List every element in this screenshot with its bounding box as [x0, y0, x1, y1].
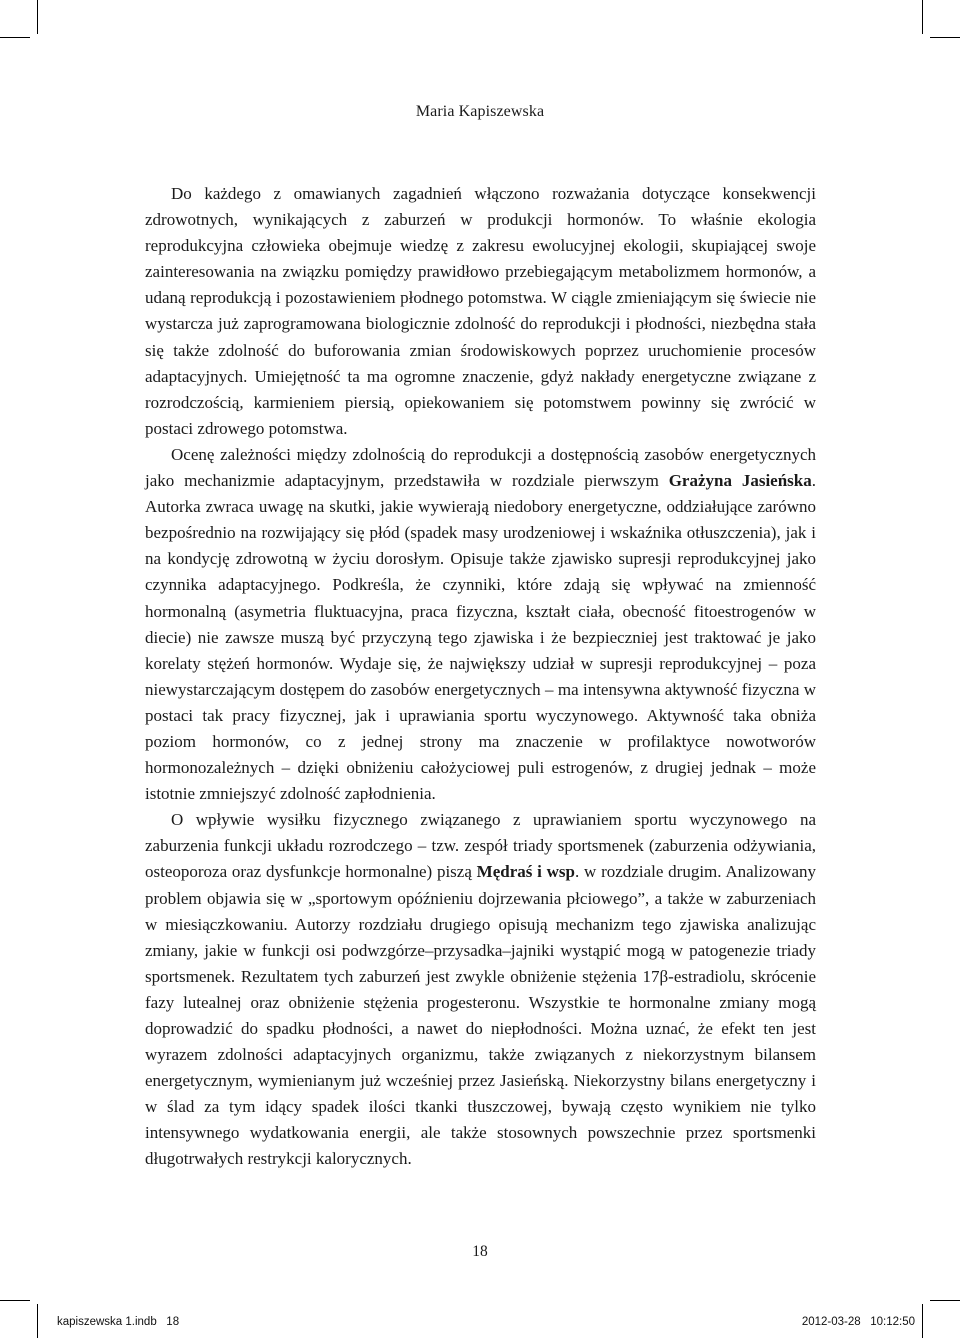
paragraph-text: . w rozdziale drugim. Analizowany problem objawia się w „sportowym opóźnieniu dojrzewania płciowego”, a także w zaburzeniach w miesiączkowaniu. Autorzy rozdziału drugiego opisują mechanizm tego zjawiska analizując zmiany, jakie w funkcji osi podwzgórze–przysadka–jajniki wystąpić mogą w patogenezie triady sportsmenek. Rezultatem tych zaburzeń jest zwykle obniżenie stężenia 17β-estradiolu, skrócenie fazy lutealnej oraz obniżenie stężenia progesteronu. Wszystkie te hormonalne zmiany mogą doprowadzić do spadku płodności, a nawet do niepłodności. Można uznać, że efekt ten jest wyrazem zdolności adaptacyjnych organizmu, także związanych z niekorzystnym bilansem energetycznym, wymienianym już wcześniej przez Jasieńską. Niekorzystny bilans energetyczny i w ślad za tym idący spadek ilości tkanki tłuszczowej, bywają często wynikiem nie tylko intensywnego wydatkowania energii, ale także stosownych powszechnie przez sportsmenki długotrwałych restrykcji kalorycznych.: [145, 862, 817, 1169]
body-text: [145, 181, 816, 1173]
crop-mark-bottom-left: [37, 1304, 38, 1338]
paragraph-2: [145, 442, 816, 807]
slug-file-name: kapiszewska 1.indb 18: [57, 1316, 180, 1328]
crop-mark-right-bottom: [930, 1300, 960, 1301]
paragraph-1: [145, 181, 816, 442]
paragraph-text: . Autorka zwraca uwagę na skutki, jakie wywierają niedobory energetyczne, oddziałujące zarówno bezpośrednio na rozwijający się płód (spadek masy urodzeniowej i wskaźnika otłuszczenia), jak i na kondycję zdrowotną w życiu dorosłym. Opisuje także zjawisko supresji reprodukcyjnej jako czynnika adaptacyjnego. Podkreśla, że czynniki, które zdają się wpływać na zmienność hormonalną (asymetria fluktuacyjna, praca fizyczna, kształt ciała, obecność fitoestrogenów w diecie) nie zawsze muszą być przyczyną tego zjawiska i że bezpieczniej jest traktować je jako korelaty stężeń hormonów. Wydaje się, że największy udział w supresji reprodukcyjnej – poza niewystarczającym dostępem do zasobów energetycznych – ma intensywna aktywność fizyczna w postaci tak pracy fizycznej, jak i uprawiania sportu wyczynowego. Aktywność taka obniża poziom hormonów, co z jednej strony ma znaczenie w profilaktyce nowotworów hormonozależnych – dzięki obniżeniu całożyciowej puli estrogenów, z drugiej jednak – może istotnie zmniejszyć zdolność zapłodnienia.: [145, 471, 816, 804]
crop-mark-bottom-right: [922, 1304, 923, 1338]
crop-mark-top-left: [37, 0, 38, 34]
slug-timestamp: 2012-03-28 10:12:50: [801, 1316, 915, 1328]
crop-mark-left-bottom: [0, 1300, 30, 1301]
page-number: 18: [472, 1243, 488, 1260]
paragraph-3: [145, 807, 816, 1172]
paragraph-text: Do każdego z omawianych zagadnień włączono rozważania dotyczące konsekwencji zdrowotnych, wynikających z zaburzeń w produkcji hormonów. To właśnie ekologia reprodukcyjna człowieka obejmuje wiedzę z zakresu ewolucyjnej ekologii, skupiającej swoje zainteresowania na związku pomiędzy prawidłowo przebiegającym metabolizmem hormonów, a udaną reprodukcją i pozostawieniem płodnego potomstwa. W ciągle zmieniającym się świecie nie wystarcza już zaprogramowana biologicznie zdolność do reprodukcji i płodności, niezbędna stała się także zdolność do buforowania zmian środowiskowych poprzez uruchomienie procesów adaptacyjnych. Umiejętność ta ma ogromne znaczenie, gdyż nakłady energetyczne związane z rozrodczością, karmieniem piersią, opiekowaniem się potomstwem powinny się zwrócić w postaci zdrowego potomstwa.: [145, 184, 816, 438]
running-head: Maria Kapiszewska: [415, 103, 545, 120]
paragraph-text: O wpływie wysiłku fizycznego związanego z uprawianiem sportu wyczynowego na zaburzenia funkcji układu rozrodczego – tzw. zespół triady sportsmenek (zaburzenia odżywiania, osteoporoza oraz dysfunkcje hormonalne) piszą: [145, 810, 816, 882]
author-name-bold: Grażyna Jasieńska: [668, 471, 812, 491]
crop-mark-top-right: [922, 0, 923, 34]
author-name-bold: Mędraś i wsp: [476, 862, 576, 882]
paragraph-text: Ocenę zależności między zdolnością do reprodukcji a dostępnością zasobów energetycznych jako mechanizmie adaptacyjnym, przedstawiła w rozdziale pierwszym: [145, 444, 816, 491]
crop-mark-right-top: [930, 37, 960, 38]
crop-mark-left-top: [0, 37, 30, 38]
